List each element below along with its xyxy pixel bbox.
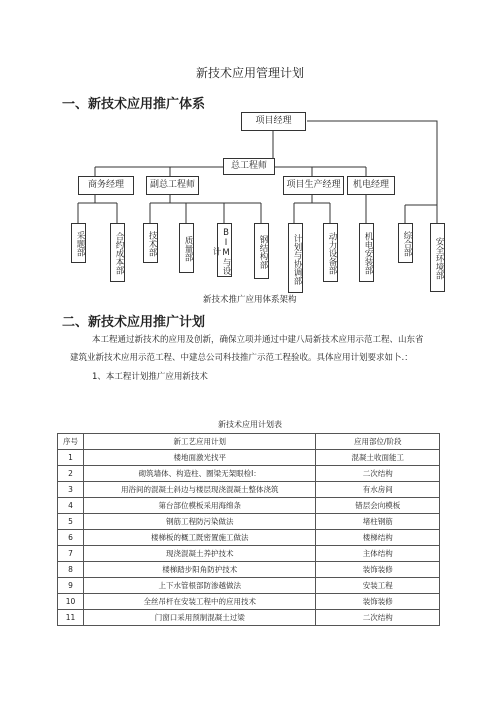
cell-plan: 全丝吊杆在安装工程中的应用技术: [83, 594, 316, 610]
table-row: [58, 610, 440, 626]
table-row: [58, 514, 440, 530]
cell-location: 混凝土收面能工: [316, 450, 440, 466]
cell-seq: 5: [58, 514, 84, 530]
org-box-chief-engineer: 总工程师: [223, 158, 275, 175]
cell-seq: 2: [58, 466, 84, 482]
table-row: [58, 546, 440, 562]
cell-plan: 门窗口采用预制混凝土过梁: [83, 610, 316, 626]
header-seq: 序号: [58, 434, 84, 450]
org-dept-technical: 技术部: [143, 223, 158, 263]
org-dept-contract-cost: 合约成本部: [110, 223, 125, 282]
org-dept-mep-installation: 机电安装部: [359, 223, 374, 282]
cell-seq: 9: [58, 578, 84, 594]
paragraph-line-2: 建筑业新技术应用示范工程、中建总公司科技推广示范工程验收。具体应用计划要求如卜.：: [70, 353, 413, 363]
cell-location: 楼梯结构: [316, 530, 440, 546]
cell-location: 二次结构: [316, 466, 440, 482]
org-box-business-manager: 商务经理: [78, 176, 134, 195]
cell-location: 装饰装修: [316, 594, 440, 610]
cell-plan: 用浴间的混凝土斜边与楼层现浇混凝土整体浇筑: [83, 482, 316, 498]
cell-plan: 砌筑墙体、构造柱、圈梁无架眼检I：: [83, 466, 316, 482]
table-row: [58, 498, 440, 514]
table-row: [58, 578, 440, 594]
org-dept-bim-design: BIM与设计: [217, 223, 232, 277]
org-chart-caption: 新技术推广应用体系架构: [203, 295, 297, 305]
cell-plan: 楼梯踏步阳角防护技术: [83, 562, 316, 578]
cell-plan: 钢筋工程防污染做法: [83, 514, 316, 530]
cell-seq: 1: [58, 450, 84, 466]
org-dept-steel-structure: 钢结构部: [254, 223, 269, 279]
org-box-mep-manager: 机电经理: [347, 176, 395, 195]
new-tech-plan-table: [57, 433, 440, 626]
section-heading-2: 二、新技术应用推广计划: [62, 315, 206, 330]
cell-seq: 8: [58, 562, 84, 578]
cell-location: 主体结构: [316, 546, 440, 562]
table-row: [58, 466, 440, 482]
cell-seq: 3: [58, 482, 84, 498]
cell-location: 错层会向模板: [316, 498, 440, 514]
paragraph-line-1: 本工程通过新技术的应用及创新，确保立项并通过中建八局新技术应用示范工程、山东省: [92, 335, 424, 345]
table-row: [58, 450, 440, 466]
table-row: [58, 594, 440, 610]
org-dept-planning-coordination: 计划与协调部: [288, 223, 303, 293]
table-row: [58, 530, 440, 546]
cell-plan: 第台部位模板采用海绵条: [83, 498, 316, 514]
table-header-row: [58, 434, 440, 450]
cell-seq: 10: [58, 594, 84, 610]
org-box-production-manager: 项目生产经理: [283, 176, 344, 195]
section-heading-1: 一、新技术应用推广体系: [62, 97, 206, 112]
cell-location: 装饰装修: [316, 562, 440, 578]
cell-location: 有水房间: [316, 482, 440, 498]
page-title: 新技术应用管理计划: [195, 66, 304, 80]
cell-seq: 6: [58, 530, 84, 546]
org-dept-power-equipment: 动力设备部: [323, 223, 338, 282]
cell-plan: 楼梯板的概工既密置施工做法: [83, 530, 316, 546]
cell-location: 二次结构: [316, 610, 440, 626]
org-dept-safety-environment: 安全环境部: [430, 223, 445, 292]
header-plan: 新工艺应用计划: [83, 434, 316, 450]
cell-plan: 楼地面激光找平: [83, 450, 316, 466]
table-caption: 新技术应用计划表: [218, 420, 282, 429]
cell-location: 堵柱钢筋: [316, 514, 440, 530]
table-row: [58, 562, 440, 578]
org-dept-quality: 质量部: [179, 223, 194, 273]
org-dept-general: 综合部: [398, 223, 413, 263]
table-row: [58, 482, 440, 498]
cell-seq: 7: [58, 546, 84, 562]
list-item-1: 1、本工程计划推广应用新技术: [92, 372, 208, 382]
cell-seq: 11: [58, 610, 84, 626]
org-box-deputy-chief-engineer: 副总工程师: [146, 176, 199, 195]
cell-plan: 现浇混凝土养护技术: [83, 546, 316, 562]
org-dept-procurement: 采题部: [71, 223, 86, 263]
org-box-project-manager: 项目经理: [241, 112, 306, 131]
header-location: 应用部位/阶段: [316, 434, 440, 450]
cell-seq: 4: [58, 498, 84, 514]
cell-location: 安装工程: [316, 578, 440, 594]
cell-plan: 上下水管根部防渗越做法: [83, 578, 316, 594]
